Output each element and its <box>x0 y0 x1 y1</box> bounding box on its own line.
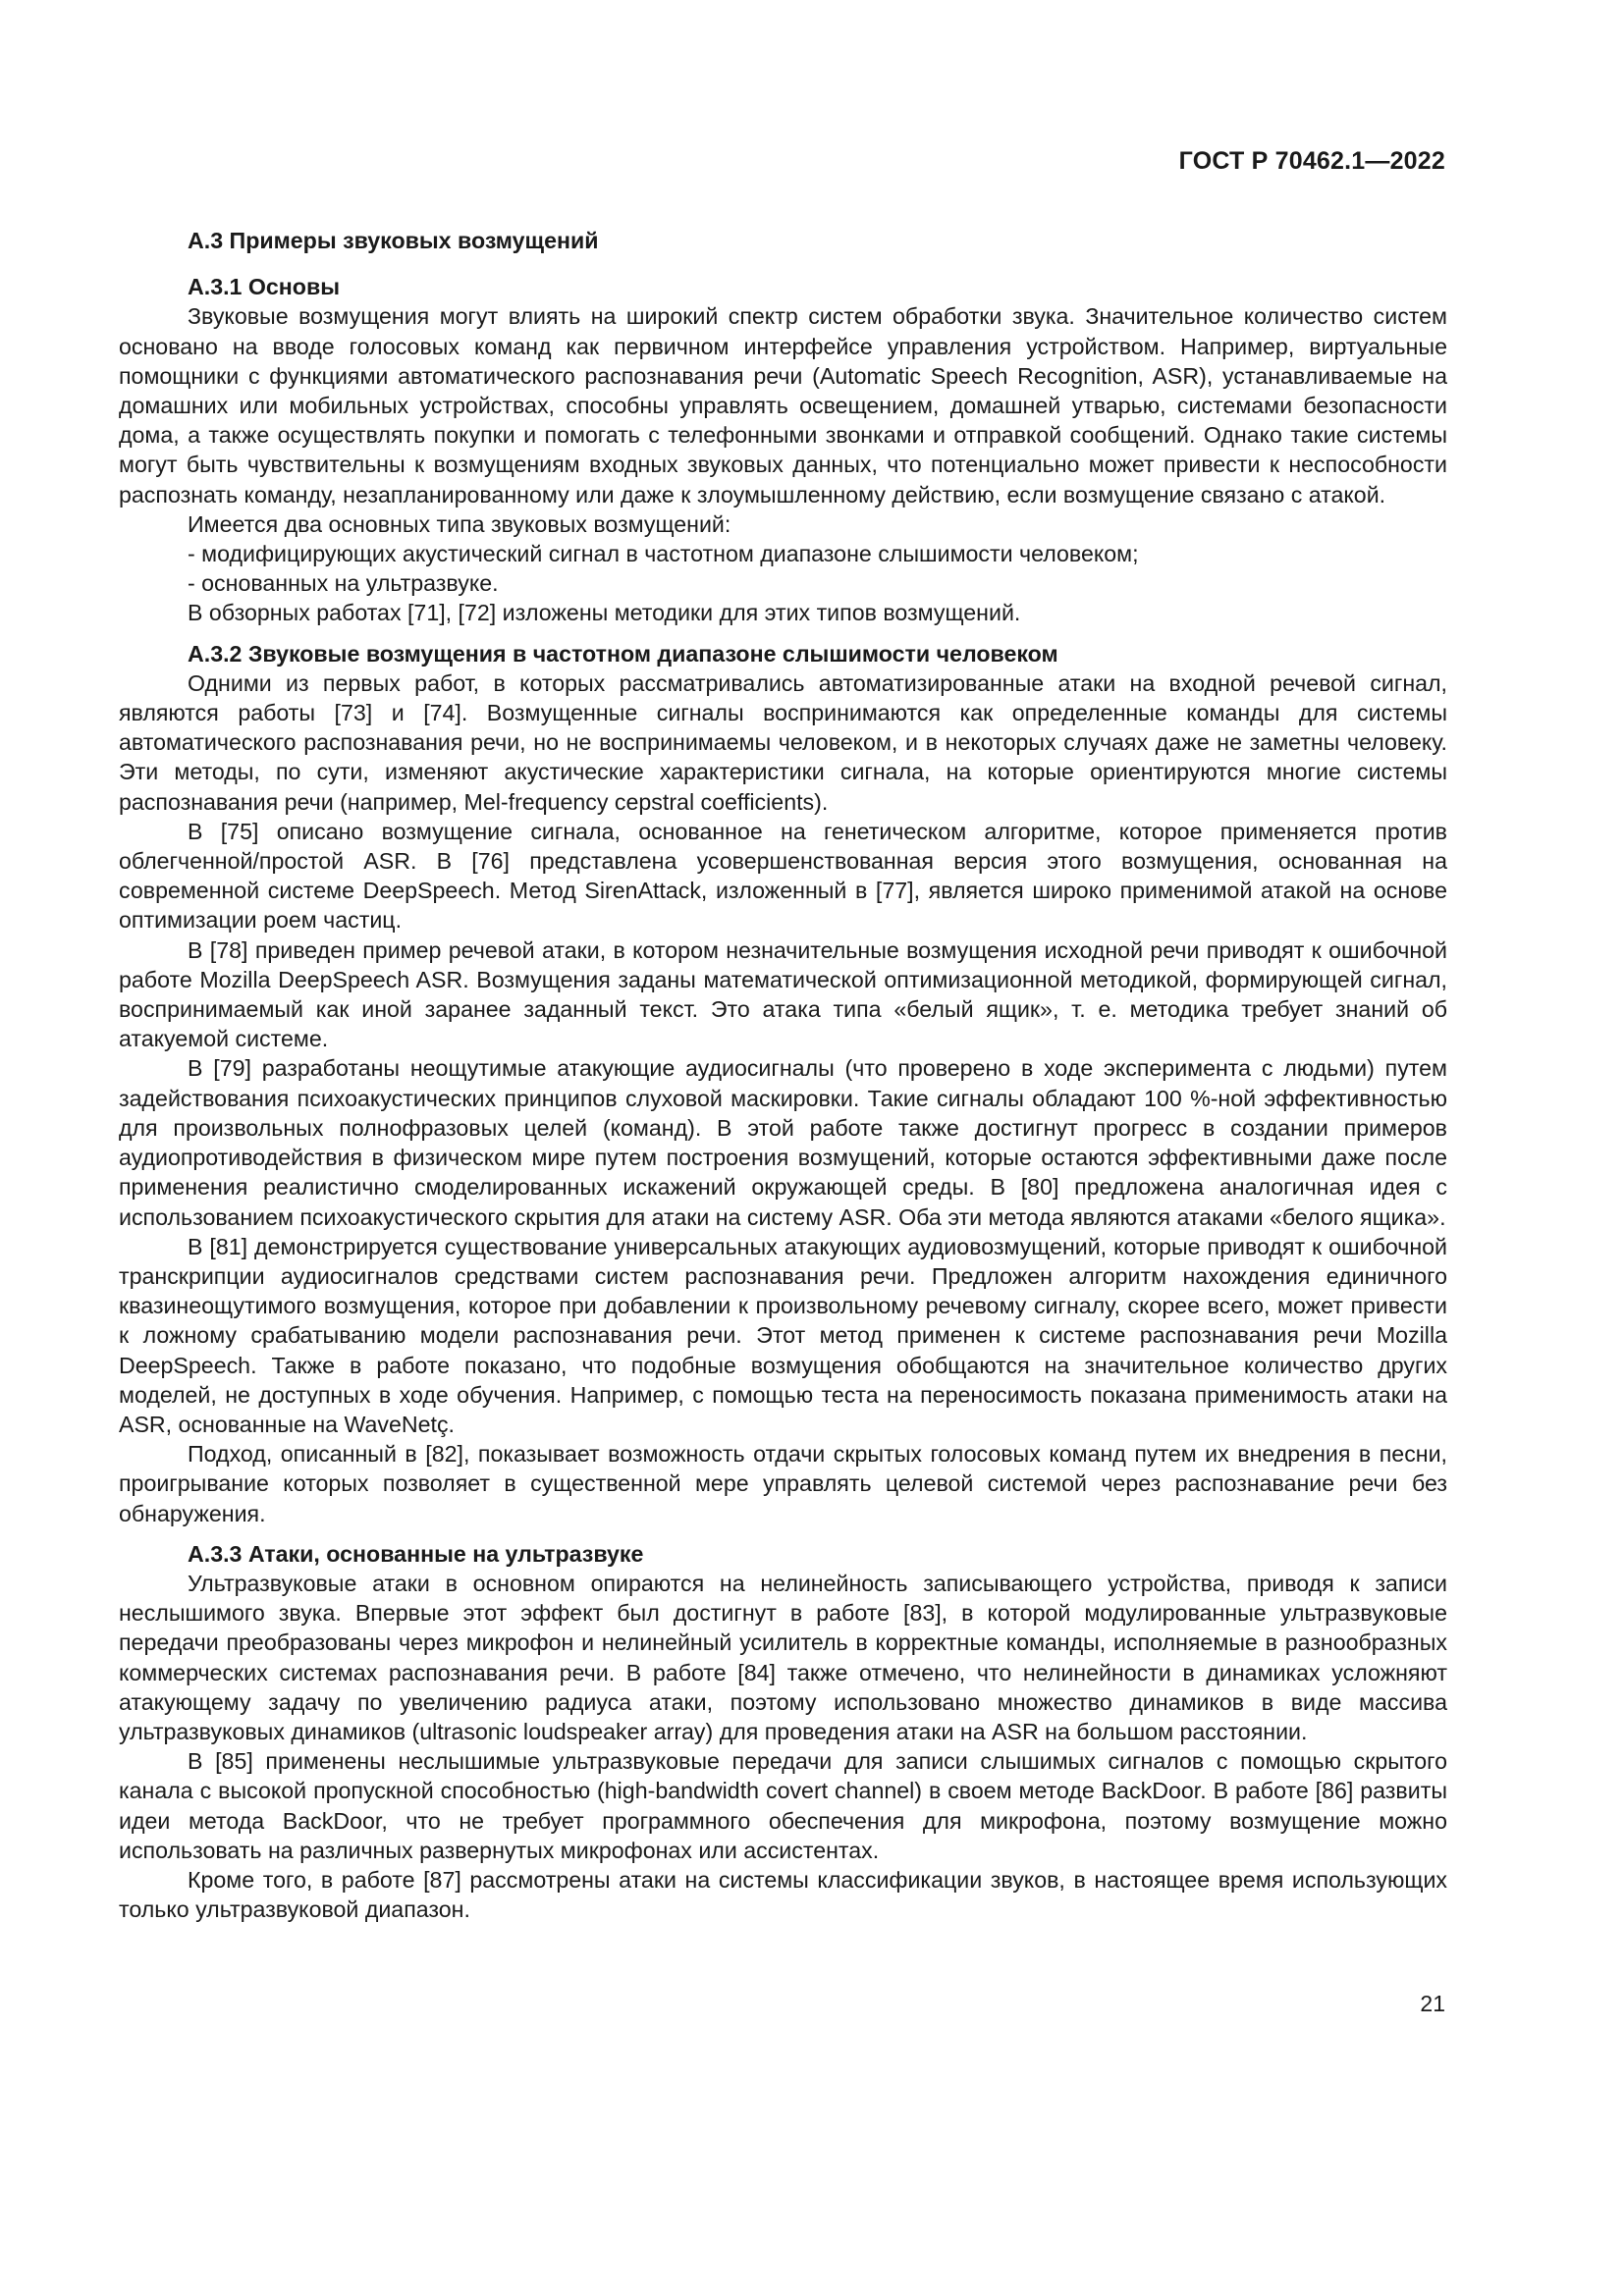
document-body <box>119 226 1447 1924</box>
paragraph: Имеется два основных типа звуковых возмущений: <box>188 510 731 537</box>
page-number: 21 <box>1420 1991 1445 2016</box>
paragraph: В [79] разработаны неощутимые атакующие аудиосигналы (что проверено в ходе эксперимента с людьми) путем задействования психоакустических принципов слуховой маскировки. Такие сигналы обладают 100 %-ной эффективностью для произвольных полнофразовых целей (команд). В этой работе также достигнут прогресс в создании примеров аудиопротиводействия в физическом мире путем построения возмущений, которые остаются эффективными даже после применения реалистично смоделированных искажений окружающей среды. В [80] предложена аналогичная идея с использованием психоакустического скрытия для атаки на систему ASR. Оба эти метода являются атаками «белого ящика». <box>119 1055 1447 1230</box>
section-a33-title: А.3.3 Атаки, основанные на ультразвуке <box>188 1540 644 1567</box>
document-header: ГОСТ Р 70462.1—2022 <box>1178 147 1445 175</box>
section-a31-title: А.3.1 Основы <box>188 274 341 300</box>
paragraph: В обзорных работах [71], [72] изложены методики для этих типов возмущений. <box>188 600 1021 626</box>
paragraph: В [81] демонстрируется существование универсальных атакующих аудиовозмущений, которые приводят к ошибочной транскрипции аудиосигналов средствами систем распознавания речи. Предложен алгоритм нахождения единичного квазинеощутимого возмущения, которое при добавлении к произвольному речевому сигналу, скорее всего, может привести к ложному срабатыванию модели распознавания речи. Этот метод применен к системе распознавания речи Mozilla DeepSpeech. Также в работе показано, что подобные возмущения обобщаются на значительное количество других моделей, не доступных в ходе обучения. Например, с помощью теста на переносимость показана применимость атаки на ASR, основанные на WaveNetç. <box>119 1233 1447 1437</box>
list-item: - модифицирующих акустический сигнал в частотном диапазоне слышимости человеком; <box>188 541 1139 567</box>
paragraph: Ультразвуковые атаки в основном опираются на нелинейность записывающего устройства, приводя к записи неслышимого звука. Впервые этот эффект был достигнут в работе [83], в которой модулированные ультразвуковые передачи преобразованы через микрофон и нелинейный усилитель в корректные команды, исполняемые в разнообразных коммерческих системах распознавания речи. В работе [84] также отмечено, что нелинейности в динамиках усложняют атакующему задачу по увеличению радиуса атаки, поэтому использовано множество динамиков в виде массива ультразвуковых динамиков (ultrasonic loudspeaker array) для проведения атаки на ASR на большом расстоянии. <box>119 1570 1447 1744</box>
section-a32-title: А.3.2 Звуковые возмущения в частотном диапазоне слышимости человеком <box>188 640 1058 667</box>
section-a3-title: А.3 Примеры звуковых возмущений <box>188 228 599 253</box>
paragraph: Кроме того, в работе [87] рассмотрены атаки на системы классификации звуков, в настоящее время использующих только ультразвуковой диапазон. <box>119 1866 1447 1923</box>
list-item: - основанных на ультразвуке. <box>188 570 499 597</box>
paragraph: Одними из первых работ, в которых рассматривались автоматизированные атаки на входной речевой сигнал, являются работы [73] и [74]. Возмущенные сигналы воспринимаются как определенные команды для системы автоматического распознавания речи, но не воспринимаемы человеком, и в некоторых случаях даже не заметны человеку. Эти методы, по сути, изменяют акустические характеристики сигнала, на которые ориентируются многие системы распознавания речи (например, Mel-frequency cepstral coefficients). <box>119 669 1447 815</box>
paragraph: Подход, описанный в [82], показывает возможность отдачи скрытых голосовых команд путем их внедрения в песни, проигрывание которых позволяет в существенной мере управлять целевой системой через распознавание речи без обнаружения. <box>119 1441 1447 1526</box>
paragraph: В [78] приведен пример речевой атаки, в котором незначительные возмущения исходной речи приводят к ошибочной работе Mozilla DeepSpeech ASR. Возмущения заданы математической оптимизационной методикой, формирующей сигнал, воспринимаемый как иной заранее заданный текст. Это атака типа «белый ящик», т. е. методика требует знаний об атакуемой системе. <box>119 936 1447 1052</box>
paragraph: В [85] применены неслышимые ультразвуковые передачи для записи слышимых сигналов с помощью скрытого канала с высокой пропускной способностью (high-bandwidth covert channel) в своем методе BackDoor. В работе [86] развиты идеи метода BackDoor, что не требует программного обеспечения для микрофона, поэтому возмущение можно использовать на различных развернутых микрофонах или ассистентах. <box>119 1748 1447 1863</box>
paragraph: Звуковые возмущения могут влиять на широкий спектр систем обработки звука. Значительное количество систем основано на вводе голосовых команд как первичном интерфейсе управления устройством. Например, виртуальные помощники с функциями автоматического распознавания речи (Automatic Speech Recognition, ASR), устанавливаемые на домашних или мобильных устройствах, способны управлять освещением, домашней утварью, системами безопасности дома, а также осуществлять покупки и помогать с телефонными звонками и отправкой сообщений. Однако такие системы могут быть чувствительны к возмущениям входных звуковых данных, что потенциально может привести к неспособности распознать команду, незапланированному или даже к злоумышленному действию, если возмущение связано с атакой. <box>119 303 1447 507</box>
paragraph: В [75] описано возмущение сигнала, основанное на генетическом алгоритме, которое применяется против облегченной/простой ASR. В [76] представлена усовершенствованная версия этого возмущения, основанная на современной системе DeepSpeech. Метод SirenAttack, изложенный в [77], является широко применимой атакой на основе оптимизации роем частиц. <box>119 818 1447 934</box>
